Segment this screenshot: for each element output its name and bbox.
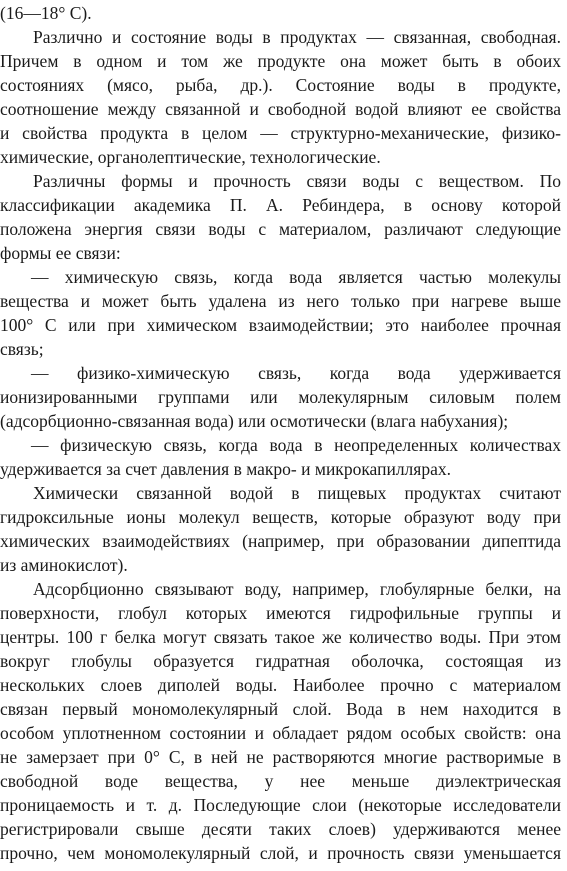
paragraph-first-line: Химически связанной водой в пищевых продуктах считают (33, 483, 561, 503)
text-line: Причем в одном и том же продукте она может быть в обоих (0, 51, 561, 71)
text-line: из аминокислот). (0, 555, 128, 575)
list-item-first-line: — физическую связь, когда вода в неопределенных количествах (31, 435, 561, 455)
text-line: особом уплотненном состоянии и обладает рядом особых свойств: она (0, 723, 561, 743)
text-line: поверхности, глобул которых имеются гидрофильные группы и (0, 603, 561, 623)
text-line: ионизированными группами или молекулярным силовым полем (0, 387, 561, 407)
list-item-first-line: — химическую связь, когда вода является частью молекулы (31, 267, 561, 287)
text-line: вещества и может быть удалена из него только при нагреве выше (0, 291, 561, 311)
text-line: гидроксильные ионы молекул веществ, которые образуют воду при (0, 507, 561, 527)
text-line: химические, органолептические, технологические. (0, 147, 381, 167)
text-line: нескольких слоев диполей воды. Наиболее прочно с материалом (0, 675, 561, 695)
text-line: вокруг глобулы образуется гидратная оболочка, состоящая из (0, 651, 561, 671)
text-line: центры. 100 г белка могут связать такое же количество воды. При этом (0, 627, 561, 647)
paragraph-first-line: Различно и состояние воды в продуктах — связанная, свободная. (33, 27, 561, 47)
paragraph-first-line: Адсорбционно связывают воду, например, глобулярные белки, на (33, 579, 561, 599)
text-line: классификации академика П. А. Ребиндера, в основу которой (0, 195, 561, 215)
paragraph-first-line: Различны формы и прочность связи воды с веществом. По (33, 171, 561, 191)
text-line: связан первый мономолекулярный слой. Вода в нем находится в (0, 699, 561, 719)
text-line: регистрировали свыше десяти таких слоев) удерживаются менее (0, 819, 561, 839)
text-line: свободной воде вещества, у нее меньше диэлектрическая (0, 771, 561, 791)
list-item-first-line: — физико-химическую связь, когда вода удерживается (31, 363, 561, 383)
text-line: соотношение между связанной и свободной водой влияют ее свойства (0, 99, 561, 119)
text-line: состояниях (мясо, рыба, др.). Состояние воды в продукте, (0, 75, 561, 95)
text-line: и свойства продукта в целом — структурно-механические, физико- (0, 123, 561, 143)
text-line: химических взаимодействиях (например, при образовании дипептида (0, 531, 561, 551)
text-line: 100° С или при химическом взаимодействии; это наиболее прочная (0, 315, 561, 335)
text-line: не замерзает при 0° С, в ней не растворяются многие растворимые в (0, 747, 561, 767)
text-line: (адсорбционно-связанная вода) или осмотически (влага набухания); (0, 411, 509, 431)
text-line: прочно, чем мономолекулярный слой, и прочность связи уменьшается (0, 843, 561, 863)
text-line: проницаемость и т. д. Последующие слои (некоторые исследователи (0, 795, 561, 815)
text-line: связь; (0, 339, 44, 359)
text-line: (16—18° С). (0, 3, 92, 23)
text-line: удерживается за счет давления в макро- и микрокапиллярах. (0, 459, 451, 479)
text-line: формы ее связи: (0, 243, 121, 263)
text-line: положена энергия связи воды с материалом, различают следующие (0, 219, 561, 239)
